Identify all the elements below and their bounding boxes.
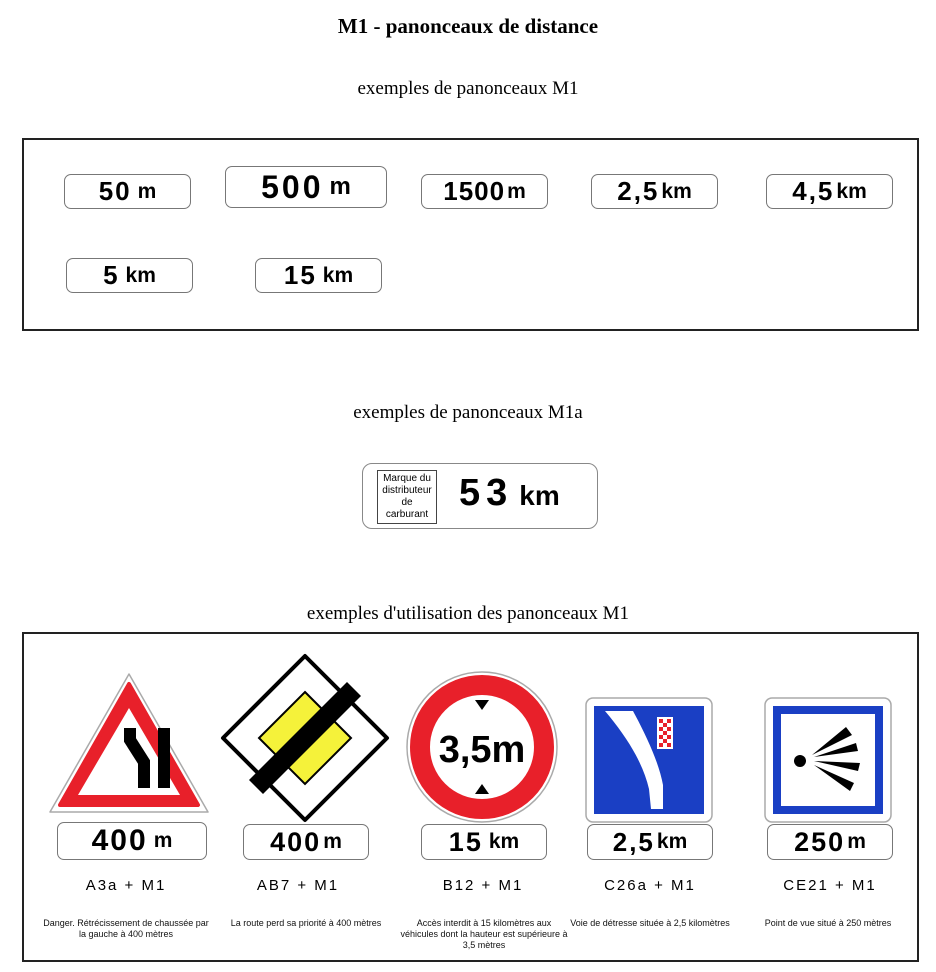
m1a-plate: [362, 463, 598, 529]
sign-code: CE21 + M1: [783, 877, 877, 894]
usage-plate: 400 m: [57, 822, 207, 860]
usage-plate: 400 m: [243, 824, 369, 860]
fuel-brand-box: Marque du distributeur de carburant: [377, 470, 437, 524]
viewpoint-sign: [764, 697, 892, 823]
usage-plate: 250 m: [767, 824, 893, 860]
sign-code: B12 + M1: [442, 877, 524, 894]
usage-plate: 15 km: [421, 824, 547, 860]
height-value-text: 3,5m: [438, 729, 526, 771]
sign-description: Voie de détresse située à 2,5 kilomètres: [570, 918, 730, 928]
m1a-distance: 53 km: [459, 472, 560, 514]
m1-plate: 1500 m: [421, 174, 548, 209]
sign-code: C26a + M1: [604, 877, 696, 894]
m1-plate: 500 m: [225, 166, 387, 208]
m1-plate: 4,5 km: [766, 174, 893, 209]
section-title-m1a: exemples de panonceaux M1a: [353, 402, 583, 423]
narrowing-road-warning-sign: [46, 670, 212, 820]
usage-plate: 2,5 km: [587, 824, 713, 860]
m1-plate: 5 km: [66, 258, 193, 293]
emergency-escape-lane-sign: [585, 697, 713, 823]
m1-examples-box: [22, 138, 919, 331]
m1-plate: 2,5 km: [591, 174, 718, 209]
sign-description: La route perd sa priorité à 400 mètres: [230, 918, 382, 928]
sign-code: AB7 + M1: [256, 877, 340, 894]
page-title: M1 - panonceaux de distance: [337, 14, 599, 38]
sign-code: A3a + M1: [85, 877, 167, 894]
sign-description: Point de vue situé à 250 mètres: [764, 918, 892, 928]
m1-plate: 50 m: [64, 174, 191, 209]
sign-description: Danger. Rétrécissement de chaussée par la gauche à 400 mètres: [43, 918, 209, 939]
section-title-m1: exemples de panonceaux M1: [357, 78, 579, 99]
m1-plate: 15 km: [255, 258, 382, 293]
end-of-priority-road-sign: [219, 652, 391, 824]
sign-description: Accès interdit à 15 kilomètres aux véhicules dont la hauteur est supérieure à 3,5 mètres: [400, 918, 568, 950]
height-limit-prohibition-sign: [405, 670, 559, 824]
section-title-usage: exemples d'utilisation des panonceaux M1: [306, 603, 630, 624]
